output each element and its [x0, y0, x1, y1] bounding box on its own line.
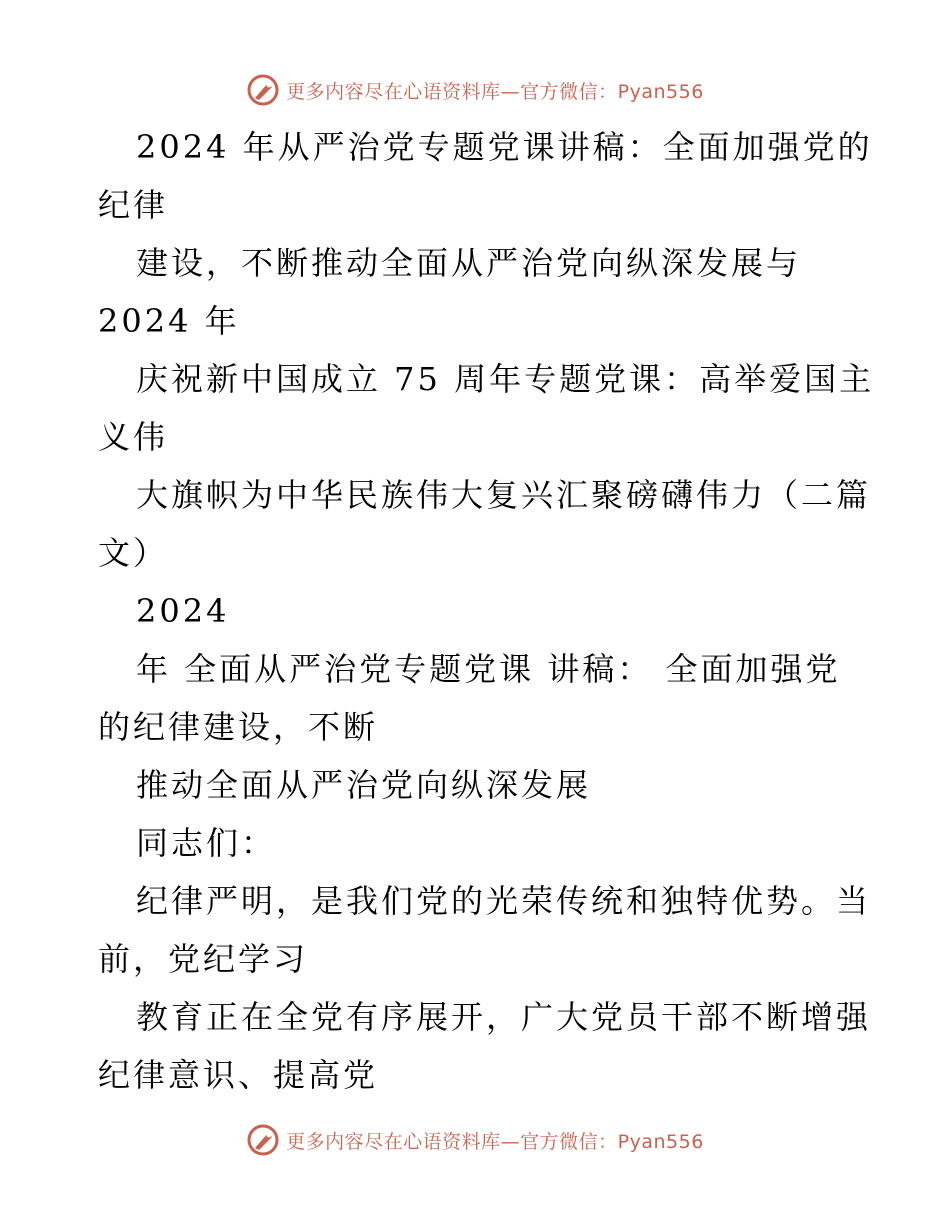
text-line: 推动全面从严治党向纵深发展 — [136, 766, 592, 804]
text-line: 纪律意识、提高党 — [98, 1056, 379, 1094]
text-line: 教育正在全党有序展开，广大党员干部不断增强 — [136, 998, 872, 1036]
footer-watermark-banner — [0, 1120, 950, 1160]
banner-text: 更多内容尽在心语资料库—官方微信：Pyan556 — [286, 1130, 704, 1153]
text-line: 2024 — [136, 592, 230, 630]
text-line: 同志们： — [136, 824, 277, 862]
header-watermark-banner — [0, 70, 950, 110]
text-line: 义伟 — [98, 418, 169, 456]
text-line: 纪律严明，是我们党的光荣传统和独特优势。当 — [136, 882, 872, 920]
text-line: 纪律 — [98, 186, 169, 224]
text-line: 前，党纪学习 — [98, 940, 309, 978]
text-line: 文） — [98, 534, 169, 572]
text-line: 2024 年从严治党专题党课讲稿：全面加强党的 — [136, 128, 873, 166]
banner-text: 更多内容尽在心语资料库—官方微信：Pyan556 — [286, 80, 704, 103]
document-body — [98, 118, 875, 1104]
text-line: 建设，不断推动全面从严治党向纵深发展与 — [136, 244, 802, 282]
text-line: 的纪律建设，不断 — [98, 708, 379, 746]
text-line: 大旗帜为中华民族伟大复兴汇聚磅礴伟力（二篇 — [136, 476, 872, 514]
pen-logo-icon — [246, 73, 280, 107]
text-line: 庆祝新中国成立 75 周年专题党课：高举爱国主 — [136, 360, 875, 398]
text-line: 年 全面从严治党专题党课 讲稿： 全面加强党 — [136, 650, 841, 688]
pen-logo-icon — [246, 1123, 280, 1157]
text-line: 2024 年 — [98, 302, 240, 340]
